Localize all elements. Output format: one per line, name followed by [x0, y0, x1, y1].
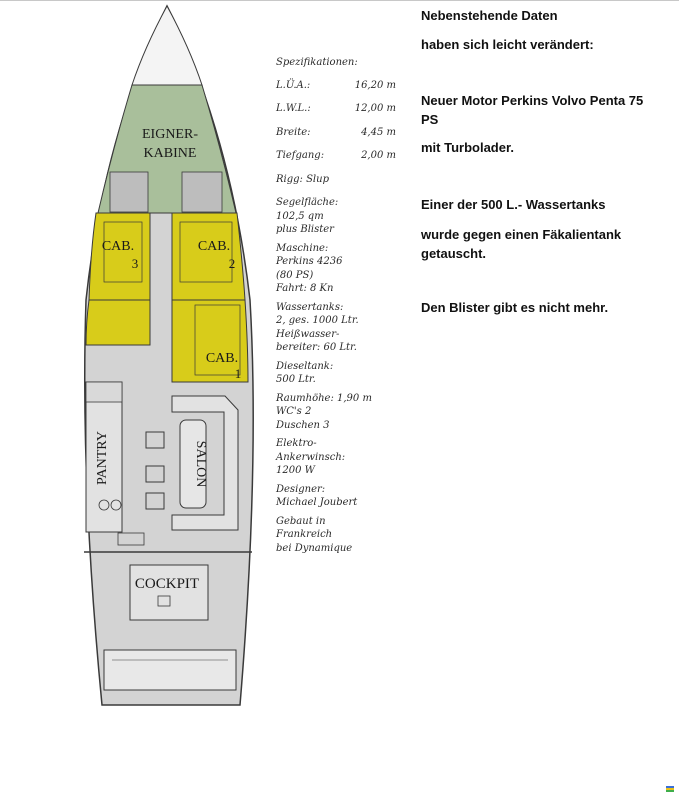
spec-key: Breite:: [276, 126, 311, 138]
spec-block-line: Ankerwinsch:: [276, 451, 346, 463]
spec-block-line: plus Blister: [276, 224, 334, 235]
spec-block-line: bei Dynamique: [276, 542, 353, 554]
spec-block-line: Designer:: [276, 483, 326, 495]
spec-block-line: 2, ges. 1000 Ltr.: [276, 315, 359, 326]
yacht-floor-plan: [0, 0, 270, 720]
spec-block-line: Gebaut in: [276, 515, 326, 527]
spec-block-line: bereiter: 60 Ltr.: [276, 342, 357, 353]
bow-tip: [132, 6, 202, 85]
spec-row: [276, 149, 406, 163]
note-line-1: Nebenstehende Daten: [421, 8, 558, 23]
spec-block: [276, 360, 406, 387]
spec-block-line: Michael Joubert: [276, 497, 358, 508]
spec-value: 16,20 m: [354, 79, 396, 91]
cockpit-label: COCKPIT: [134, 576, 200, 592]
spec-block: [276, 242, 406, 296]
spec-block-line: 102,5 qm: [276, 210, 324, 222]
spec-block: [276, 196, 406, 237]
cab2-number: 2: [228, 256, 236, 271]
spec-key: L.Ü.A.:: [276, 79, 311, 91]
spec-block: [276, 301, 406, 355]
spec-block-line: 500 Ltr.: [276, 374, 316, 385]
spec-block: [276, 515, 406, 556]
note-line-3: Neuer Motor Perkins Volvo Penta 75 PS: [421, 93, 644, 127]
spec-block-line: 1200 W: [276, 465, 315, 476]
spec-block-line: Duschen 3: [276, 419, 330, 431]
note-line-5: Einer der 500 L.- Wassertanks: [421, 197, 606, 212]
spec-block-line: (80 PS): [276, 269, 314, 281]
owner-cabin-label-line1: EIGNER-: [142, 127, 198, 142]
pantry-label: PANTRY: [95, 431, 110, 485]
salon-label: SALON: [193, 440, 208, 488]
spec-row: [276, 102, 406, 116]
note-line-6: wurde gegen einen Fäkalientank getauscht.: [421, 227, 622, 261]
spec-block-line: Maschine:: [276, 242, 329, 254]
spec-key: Rigg: Slup: [276, 173, 329, 185]
spec-row: [276, 126, 406, 140]
forward-head-left: [110, 172, 148, 212]
spec-block: [276, 437, 406, 478]
spec-block: [276, 392, 406, 433]
spec-value: 2,00 m: [361, 150, 396, 161]
spec-block-line: Segelfläche:: [276, 197, 339, 208]
specs-heading: Spezifikationen:: [276, 57, 358, 68]
note-line-4: mit Turbolader.: [421, 140, 514, 155]
forward-head-right: [182, 172, 222, 212]
note-line-2: haben sich leicht verändert:: [421, 37, 594, 52]
spec-key: L.W.L.:: [276, 103, 311, 114]
spec-block-line: Raumhöhe: 1,90 m: [276, 392, 372, 404]
spec-block-line: Wassertanks:: [276, 301, 344, 313]
spec-block-line: Perkins 4236: [276, 256, 343, 267]
spec-row: [276, 173, 406, 187]
spec-key: Tiefgang:: [276, 150, 325, 161]
spec-block-line: Elektro-: [276, 438, 317, 449]
spec-block: [276, 483, 406, 510]
cab3-label: CAB.: [101, 239, 135, 254]
pantry-top: [86, 382, 122, 402]
spec-block-line: Heißwasser-: [276, 328, 340, 340]
spec-row: [276, 79, 406, 93]
cab1-number: 1: [234, 366, 242, 381]
spec-block-line: Frankreich: [276, 529, 333, 540]
note-line-7: Den Blister gibt es nicht mehr.: [421, 300, 609, 315]
cabin-3-area: [89, 213, 150, 300]
aft-deck: [104, 650, 236, 690]
cab2-label: CAB.: [197, 239, 231, 254]
cockpit-area: [130, 565, 208, 620]
owner-cabin-label-line2: KABINE: [143, 146, 197, 161]
spec-block-line: WC's 2: [276, 406, 312, 417]
spec-block-line: Fahrt: 8 Kn: [276, 283, 334, 294]
cab3-number: 3: [131, 256, 139, 271]
corner-mark: [666, 786, 674, 792]
spec-block-line: Dieseltank:: [276, 360, 334, 372]
cab1-label: CAB.: [205, 351, 239, 366]
spec-value: 4,45 m: [361, 126, 396, 138]
cabin-3-head: [86, 300, 150, 345]
specifications-panel: [276, 56, 406, 560]
spec-value: 12,00 m: [354, 103, 396, 114]
